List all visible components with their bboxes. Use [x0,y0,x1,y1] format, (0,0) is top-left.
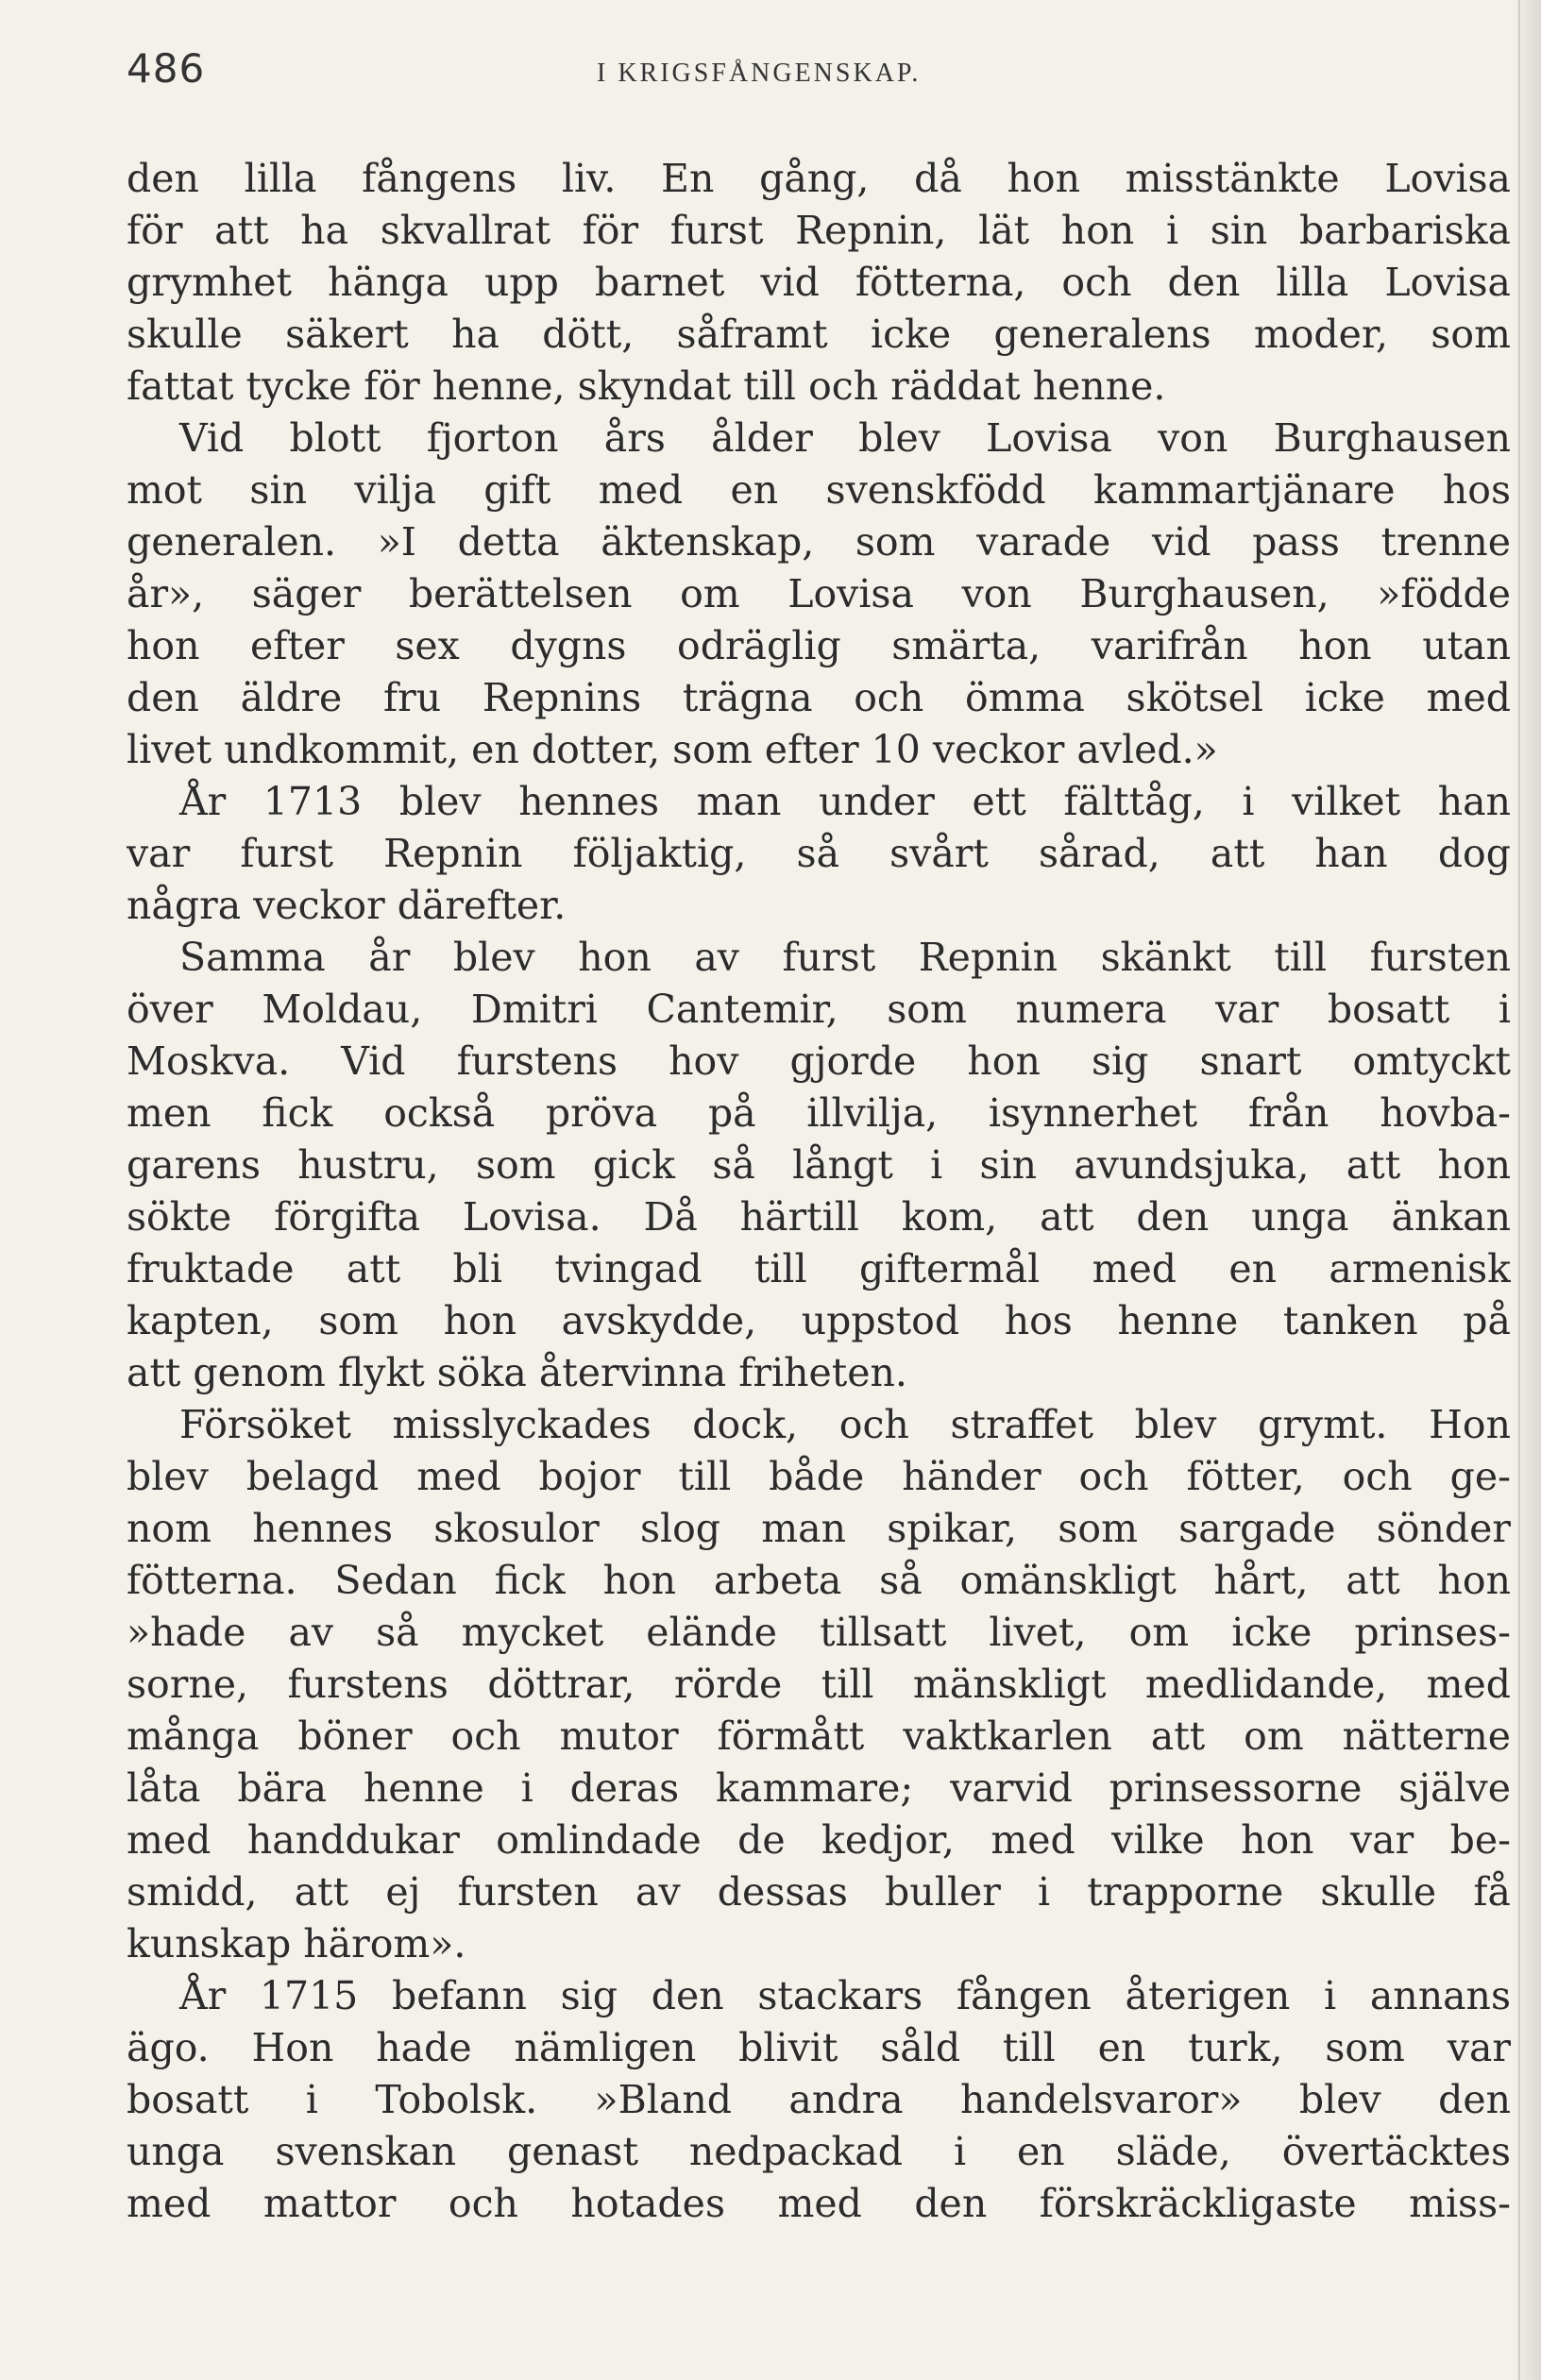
body-text [127,153,1511,2230]
text-line: fötterna. Sedan fick hon arbeta så omänskligt hårt, att hon [127,1558,1511,1603]
text-line: mot sin vilja gift med en svenskfödd kammartjänare hos [127,467,1511,513]
text-line: men fick också pröva på illvilja, isynnerhet från hovba- [127,1090,1511,1136]
text-line: med mattor och hotades med den förskräckligaste miss- [127,2181,1511,2226]
text-line: Samma år blev hon av furst Repnin skänkt till fursten [179,935,1511,980]
text-line: många böner och mutor förmått vaktkarlen att om nätterne [127,1713,1511,1759]
text-line: den lilla fångens liv. En gång, då hon misstänkte Lovisa [127,156,1511,201]
text-line: År 1715 befann sig den stackars fången återigen i annans [179,1973,1511,2018]
text-line: livet undkommit, en dotter, som efter 10 veckor avled.» [127,727,1218,772]
text-line: sökte förgifta Lovisa. Då härtill kom, att den unga änkan [127,1194,1511,1240]
page-edge-line [1518,0,1520,2380]
text-line: smidd, att ej fursten av dessas buller i trapporne skulle få [127,1869,1511,1915]
text-line: grymhet hänga upp barnet vid fötterna, och den lilla Lovisa [127,260,1511,305]
text-line: över Moldau, Dmitri Cantemir, som numera var bosatt i [127,987,1511,1032]
text-line: blev belagd med bojor till både händer och fötter, och ge- [127,1454,1511,1499]
text-line: skulle säkert ha dött, såframt icke generalens moder, som [127,312,1511,357]
text-line: nom hennes skosulor slog man spikar, som sargade sönder [127,1506,1511,1551]
text-line: fattat tycke för henne, skyndat till och räddat henne. [127,363,1166,409]
text-line: med handdukar omlindade de kedjor, med vilke hon var be- [127,1817,1511,1863]
text-line: var furst Repnin följaktig, så svårt sårad, att han dog [127,831,1511,876]
page-header [0,45,1541,102]
page-number: 486 [127,45,206,92]
running-head: I KRIGSFÅNGENSKAP. [597,59,922,88]
text-line: garens hustru, som gick så långt i sin avundsjuka, att hon [127,1142,1511,1188]
text-line: att genom flykt söka återvinna friheten. [127,1350,907,1395]
text-line: ägo. Hon hade nämligen blivit såld till en turk, som var [127,2025,1511,2070]
text-line: bosatt i Tobolsk. »Bland andra handelsvaror» blev den [127,2077,1511,2122]
text-line: sorne, furstens döttrar, rörde till mänskligt medlidande, med [127,1662,1511,1707]
text-line: Moskva. Vid furstens hov gjorde hon sig snart omtyckt [127,1038,1511,1084]
text-line: några veckor därefter. [127,883,567,928]
text-line: fruktade att bli tvingad till giftermål med en armenisk [127,1246,1511,1291]
text-line: Försöket misslyckades dock, och straffet blev grymt. Hon [179,1402,1511,1447]
text-line: för att ha skvallrat för furst Repnin, lät hon i sin barbariska [127,208,1511,253]
text-line: »hade av så mycket elände tillsatt livet, om icke prinses- [127,1610,1511,1655]
text-line: den äldre fru Repnins trägna och ömma skötsel icke med [127,675,1511,720]
text-line: kunskap härom». [127,1921,466,1966]
text-line: Vid blott fjorton års ålder blev Lovisa von Burghausen [179,415,1511,461]
page-edge-shadow [1513,0,1541,2380]
text-line: generalen. »I detta äktenskap, som varade vid pass trenne [127,519,1511,565]
text-line: år», säger berättelsen om Lovisa von Burghausen, »födde [127,571,1511,616]
text-line: År 1713 blev hennes man under ett fälttåg, i vilket han [179,779,1511,824]
text-line: unga svenskan genast nedpackad i en släde, övertäcktes [127,2129,1511,2174]
text-line: låta bära henne i deras kammare; varvid prinsessorne själve [127,1765,1511,1811]
text-line: kapten, som hon avskydde, uppstod hos henne tanken på [127,1298,1511,1343]
text-line: hon efter sex dygns odräglig smärta, varifrån hon utan [127,623,1511,668]
